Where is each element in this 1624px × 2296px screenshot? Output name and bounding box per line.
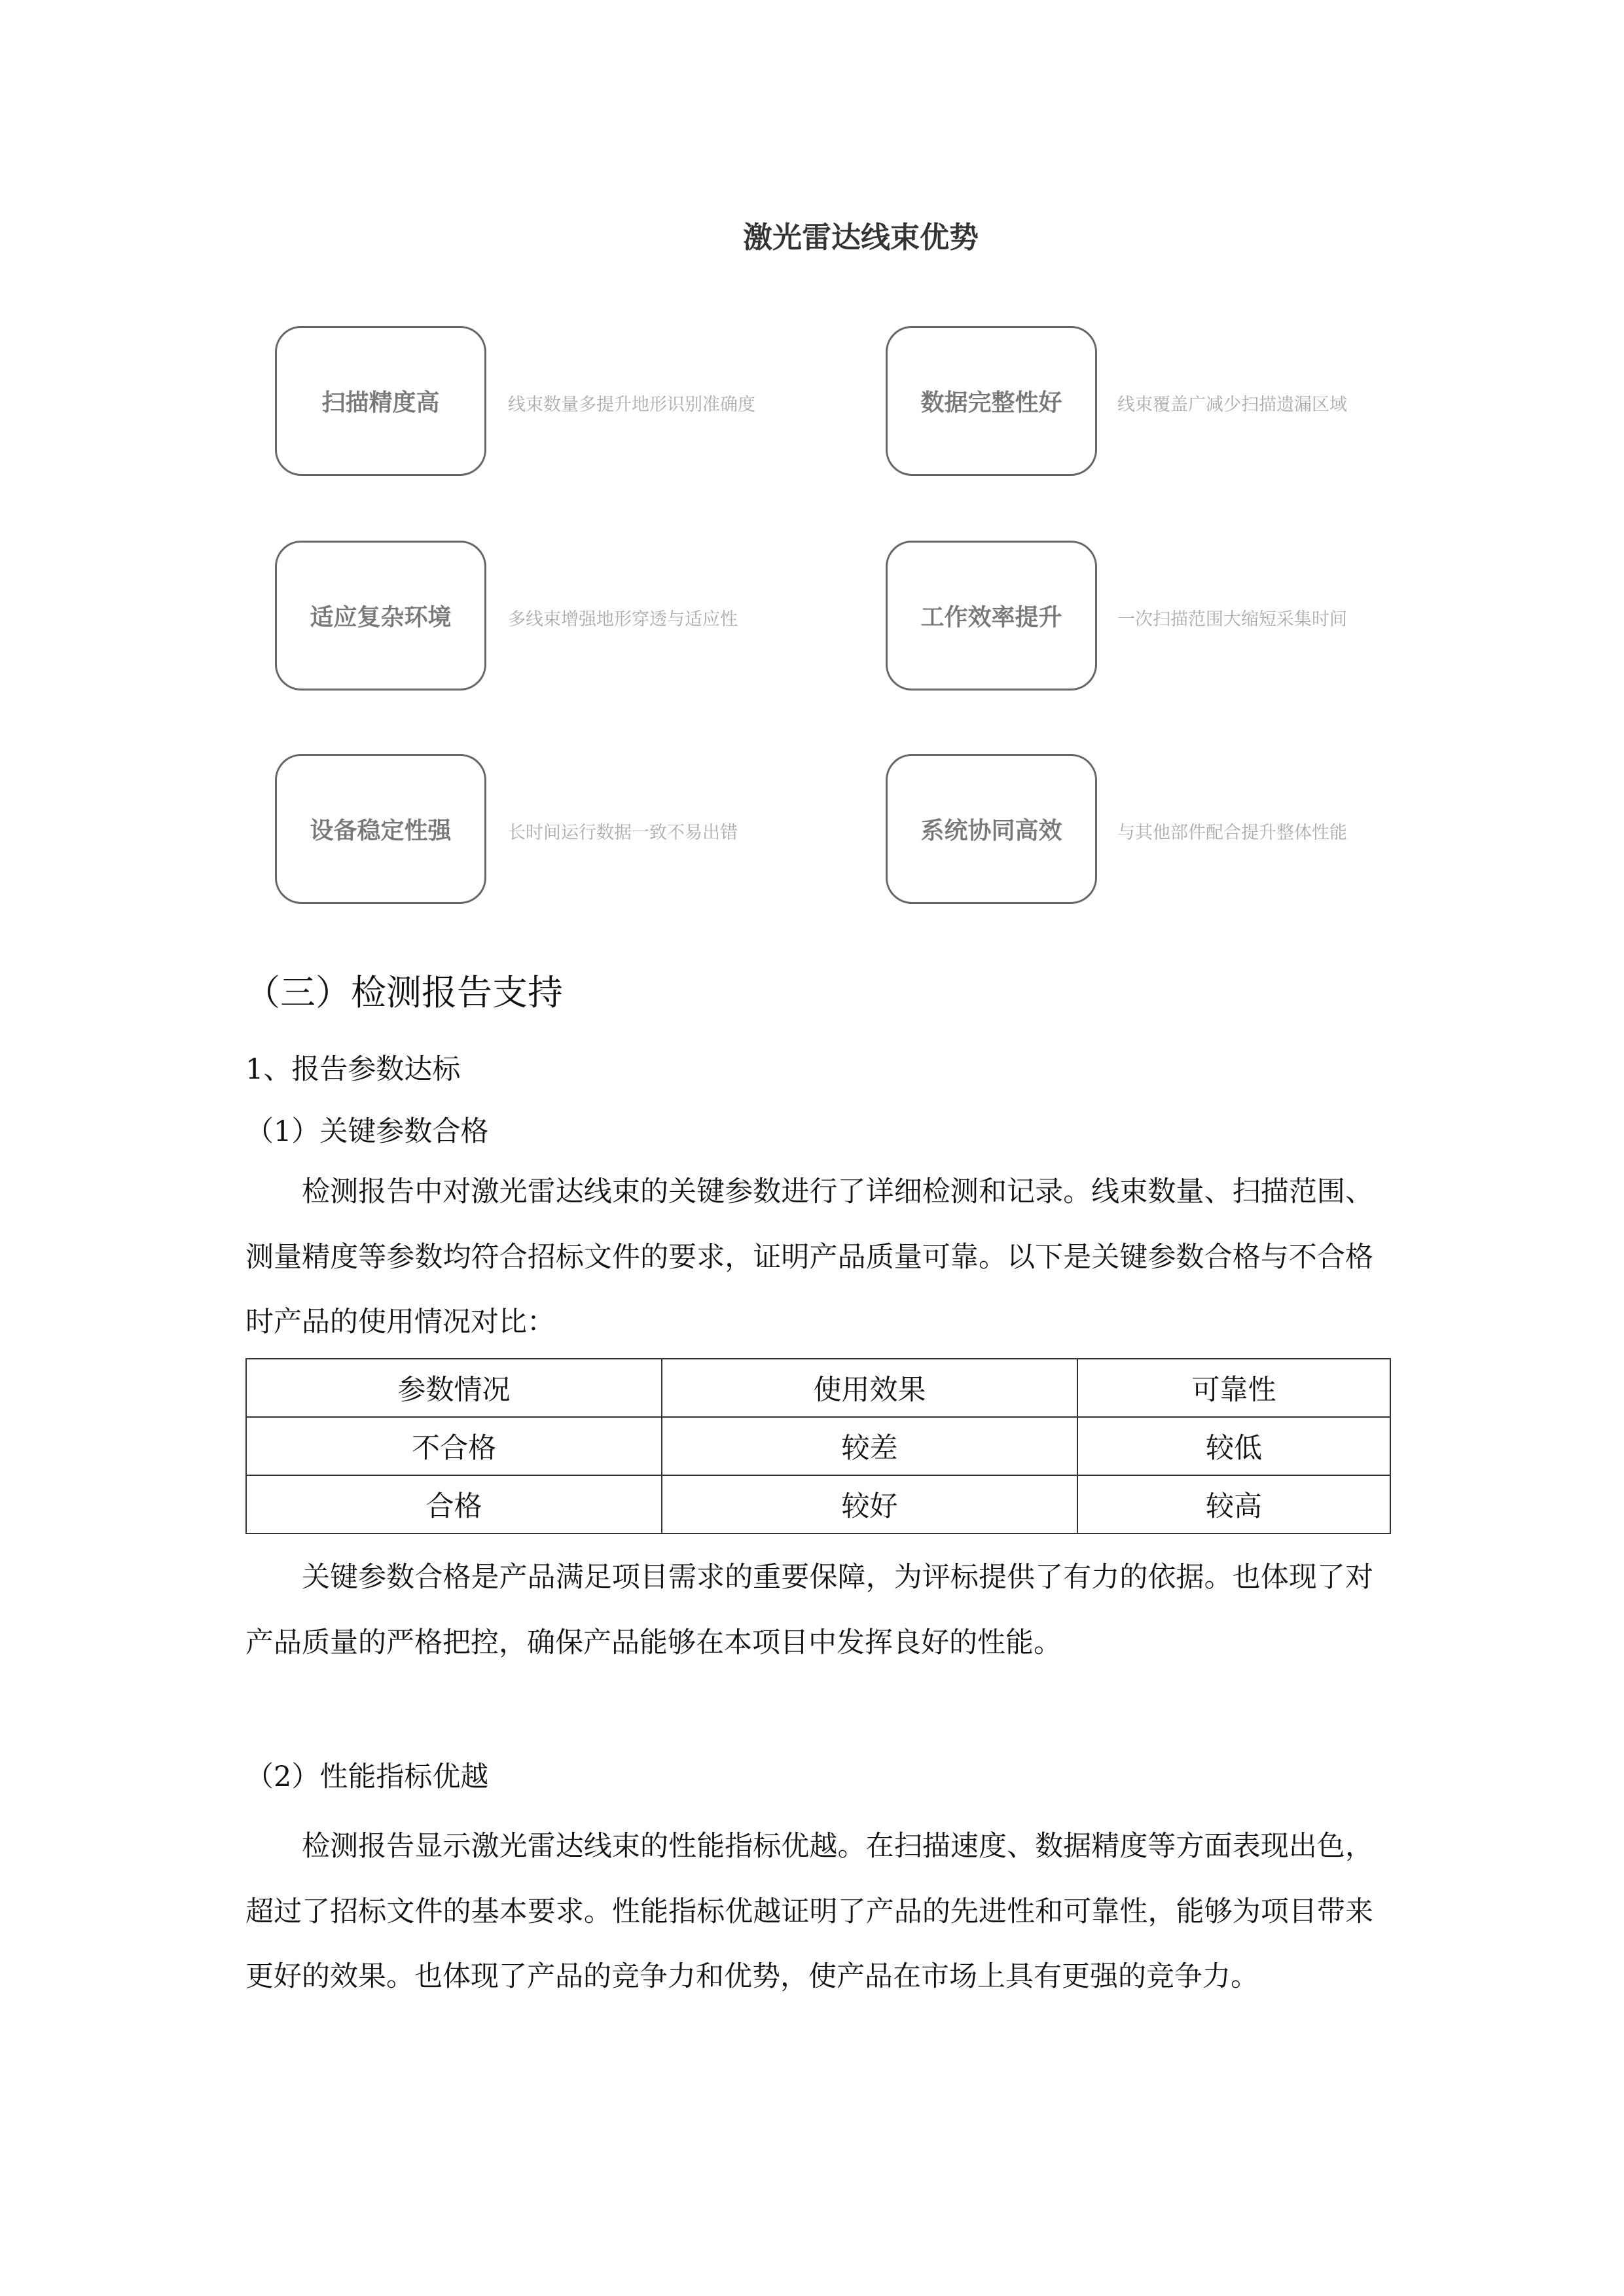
advantage-desc: 一次扫描范围大缩短采集时间	[1117, 609, 1347, 630]
table-cell: 较低	[1077, 1417, 1390, 1475]
advantage-desc: 线束数量多提升地形识别准确度	[508, 395, 755, 415]
advantage-box: 数据完整性好	[886, 326, 1097, 476]
subheading: 1、报告参数达标	[245, 1053, 461, 1086]
table-header-cell: 参数情况	[246, 1359, 662, 1417]
paragraph: 检测报告显示激光雷达线束的性能指标优越。在扫描速度、数据精度等方面表现出色，超过了招标文件的基本要求。性能指标优越证明了产品的先进性和可靠性，能够为项目带来更好的效果。也体现了产品的竞争力和优势，使产品在市场上具有更强的竞争力。	[245, 1830, 1373, 1993]
table-row	[246, 1417, 1390, 1475]
figure-title: 激光雷达线束优势	[742, 220, 979, 255]
advantage-box: 扫描精度高	[275, 326, 486, 476]
table-cell: 较高	[1077, 1475, 1390, 1534]
advantage-desc: 与其他部件配合提升整体性能	[1117, 823, 1347, 843]
paragraph: 检测报告中对激光雷达线束的关键参数进行了详细检测和记录。线束数量、扫描范围、测量精度等参数均符合招标文件的要求，证明产品质量可靠。以下是关键参数合格与不合格时产品的使用情况对比：	[245, 1175, 1373, 1338]
table-header-row	[246, 1359, 1390, 1417]
advantage-box: 适应复杂环境	[275, 541, 486, 691]
comparison-table	[245, 1358, 1391, 1534]
table-header-cell: 可靠性	[1077, 1359, 1390, 1417]
table-cell: 不合格	[246, 1417, 662, 1475]
paragraph: 关键参数合格是产品满足项目需求的重要保障，为评标提供了有力的依据。也体现了对产品质量的严格把控，确保产品能够在本项目中发挥良好的性能。	[245, 1561, 1373, 1659]
advantage-box: 设备稳定性强	[275, 754, 486, 904]
table-cell: 合格	[246, 1475, 662, 1534]
section-heading: （三）检测报告支持	[245, 972, 563, 1013]
table-cell: 较差	[662, 1417, 1077, 1475]
advantage-desc: 线束覆盖广减少扫描遗漏区域	[1117, 395, 1347, 415]
table-cell: 较好	[662, 1475, 1077, 1534]
advantage-box: 工作效率提升	[886, 541, 1097, 691]
advantage-desc: 多线束增强地形穿透与适应性	[508, 609, 738, 630]
subheading: （1）关键参数合格	[245, 1115, 489, 1148]
table-row	[246, 1475, 1390, 1534]
advantage-desc: 长时间运行数据一致不易出错	[508, 823, 738, 843]
subheading: （2）性能指标优越	[245, 1761, 489, 1793]
table-header-cell: 使用效果	[662, 1359, 1077, 1417]
advantage-box: 系统协同高效	[886, 754, 1097, 904]
